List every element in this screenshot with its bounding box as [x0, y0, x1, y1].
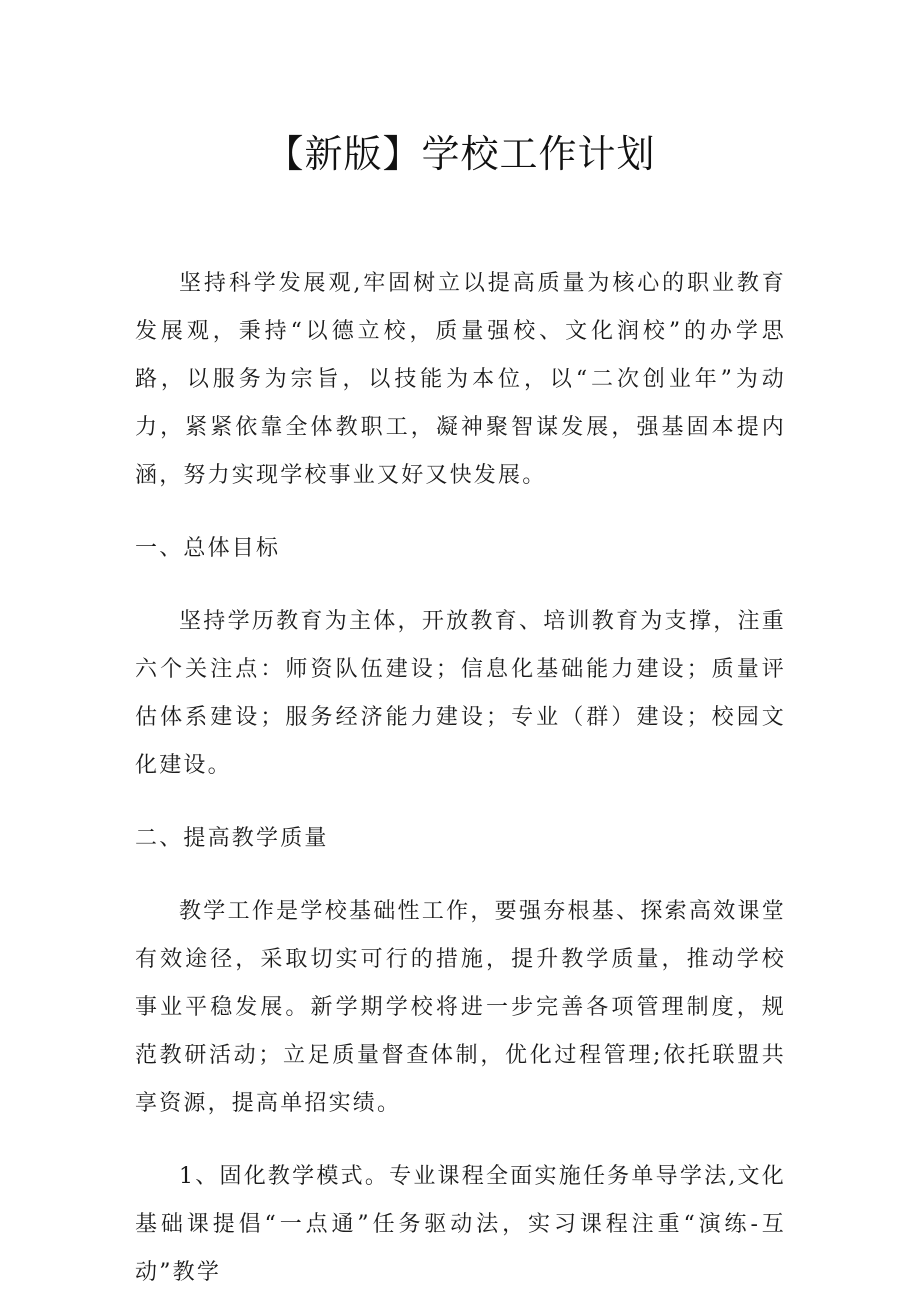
intro-paragraph: 坚持科学发展观,牢固树立以提高质量为核心的职业教育发展观，秉持“以德立校，质量强校、文化润校”的办学思路，以服务为宗旨，以技能为本位，以“二次创业年”为动力，紧紧依靠全体教职工，凝神聚智谋发展，强基固本提内涵，努力实现学校事业又好又快发展。: [135, 271, 786, 488]
document-title: 【新版】学校工作计划: [265, 132, 656, 176]
section-heading-teaching-quality: 二、提高教学质量: [135, 826, 329, 851]
section-heading-goals: 一、总体目标: [135, 536, 281, 561]
document-body: [135, 260, 786, 1297]
goals-paragraph: 坚持学历教育为主体，开放教育、培训教育为支撑，注重六个关注点：师资队伍建设；信息化基础能力建设；质量评估体系建设；服务经济能力建设；专业（群）建设；校园文化建设。: [135, 609, 786, 778]
item-teaching-mode: 1、固化教学模式。专业课程全面实施任务单导学法,文化基础课提倡“一点通”任务驱动法，实习课程注重“演练-互动”教学: [135, 1164, 786, 1285]
teaching-quality-paragraph: 教学工作是学校基础性工作，要强夯根基、探索高效课堂有效途径，采取切实可行的措施，提升教学质量，推动学校事业平稳发展。新学期学校将进一步完善各项管理制度，规范教研活动；立足质量督查体制，优化过程管理;依托联盟共享资源，提高单招实绩。: [135, 899, 786, 1116]
